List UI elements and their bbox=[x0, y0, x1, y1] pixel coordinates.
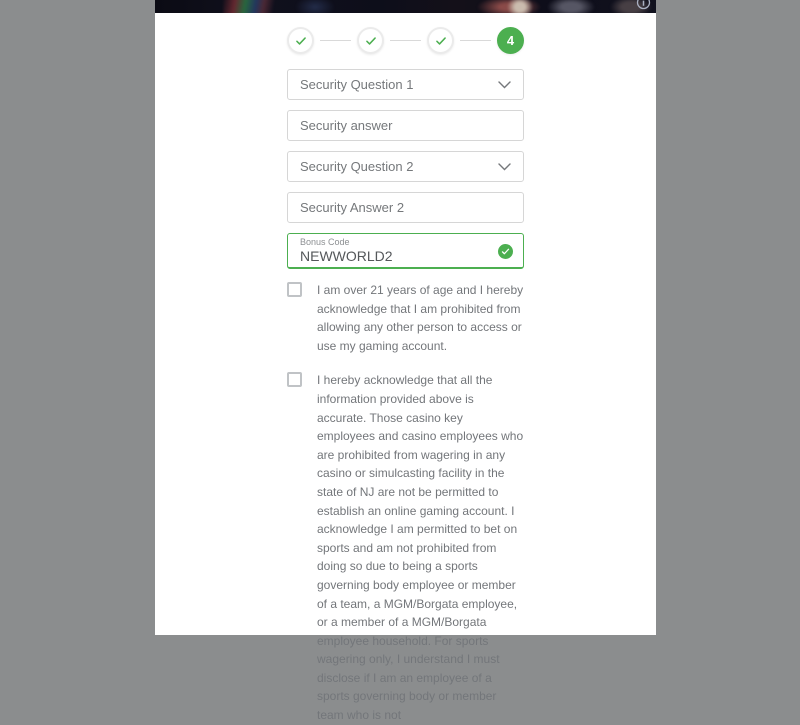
select-value: Security Question 1 bbox=[300, 77, 414, 92]
age-acknowledgement-row bbox=[287, 281, 524, 355]
chevron-down-icon bbox=[498, 81, 511, 89]
step-connector bbox=[390, 40, 421, 41]
photo-light-streak bbox=[507, 0, 533, 13]
check-icon bbox=[294, 34, 308, 48]
check-icon bbox=[434, 34, 448, 48]
header-photo-strip bbox=[155, 0, 656, 13]
wizard-stepper bbox=[287, 27, 524, 54]
photo-light-streak bbox=[547, 0, 595, 13]
security-question-2-select[interactable] bbox=[287, 151, 524, 182]
age-acknowledgement-text: I am over 21 years of age and I hereby acknowledge that I am prohibited from allowing any other person to access or use my gaming account. bbox=[317, 283, 524, 353]
security-answer-1-input[interactable] bbox=[287, 110, 524, 141]
security-question-1-select[interactable] bbox=[287, 69, 524, 100]
photo-light-streak bbox=[295, 0, 335, 13]
step-1-completed[interactable] bbox=[287, 27, 314, 54]
security-answer-2-input[interactable] bbox=[287, 192, 524, 223]
registration-modal bbox=[155, 0, 656, 723]
step-2-completed[interactable] bbox=[357, 27, 384, 54]
age-acknowledgement-checkbox[interactable] bbox=[287, 282, 302, 297]
step-connector bbox=[320, 40, 351, 41]
step-3-completed[interactable] bbox=[427, 27, 454, 54]
step-connector bbox=[460, 40, 491, 41]
photo-light-streak bbox=[223, 0, 278, 13]
information-accuracy-checkbox[interactable] bbox=[287, 372, 302, 387]
check-circle-icon bbox=[498, 244, 513, 259]
info-icon[interactable] bbox=[636, 0, 651, 10]
information-accuracy-row bbox=[287, 371, 524, 724]
bonus-code-label: Bonus Code bbox=[300, 237, 350, 247]
information-accuracy-text: I hereby acknowledge that all the information provided above is accurate. Those casino key employees and casino employees who are prohibited from wagering in any casino or simulcasting facility in the state of NJ are not be permitted to establish an online gaming account. I acknowledge I am permitted to bet on sports and am not prohibited from doing so due to being a sports governing body employee or member of a team, a MGM/Borgata employee, or a member of a MGM/Borgata employee household. For sports wagering only, I understand I must disclose if I am an employee of a sports governing body or member team who is not bbox=[317, 373, 524, 723]
step-4-active[interactable] bbox=[497, 27, 524, 54]
bonus-code-input[interactable] bbox=[300, 248, 490, 265]
check-icon bbox=[364, 34, 378, 48]
bonus-code-field[interactable] bbox=[287, 233, 524, 269]
registration-form bbox=[287, 69, 524, 725]
chevron-down-icon bbox=[498, 163, 511, 171]
select-value: Security Question 2 bbox=[300, 159, 414, 174]
step-number: 4 bbox=[506, 33, 515, 48]
